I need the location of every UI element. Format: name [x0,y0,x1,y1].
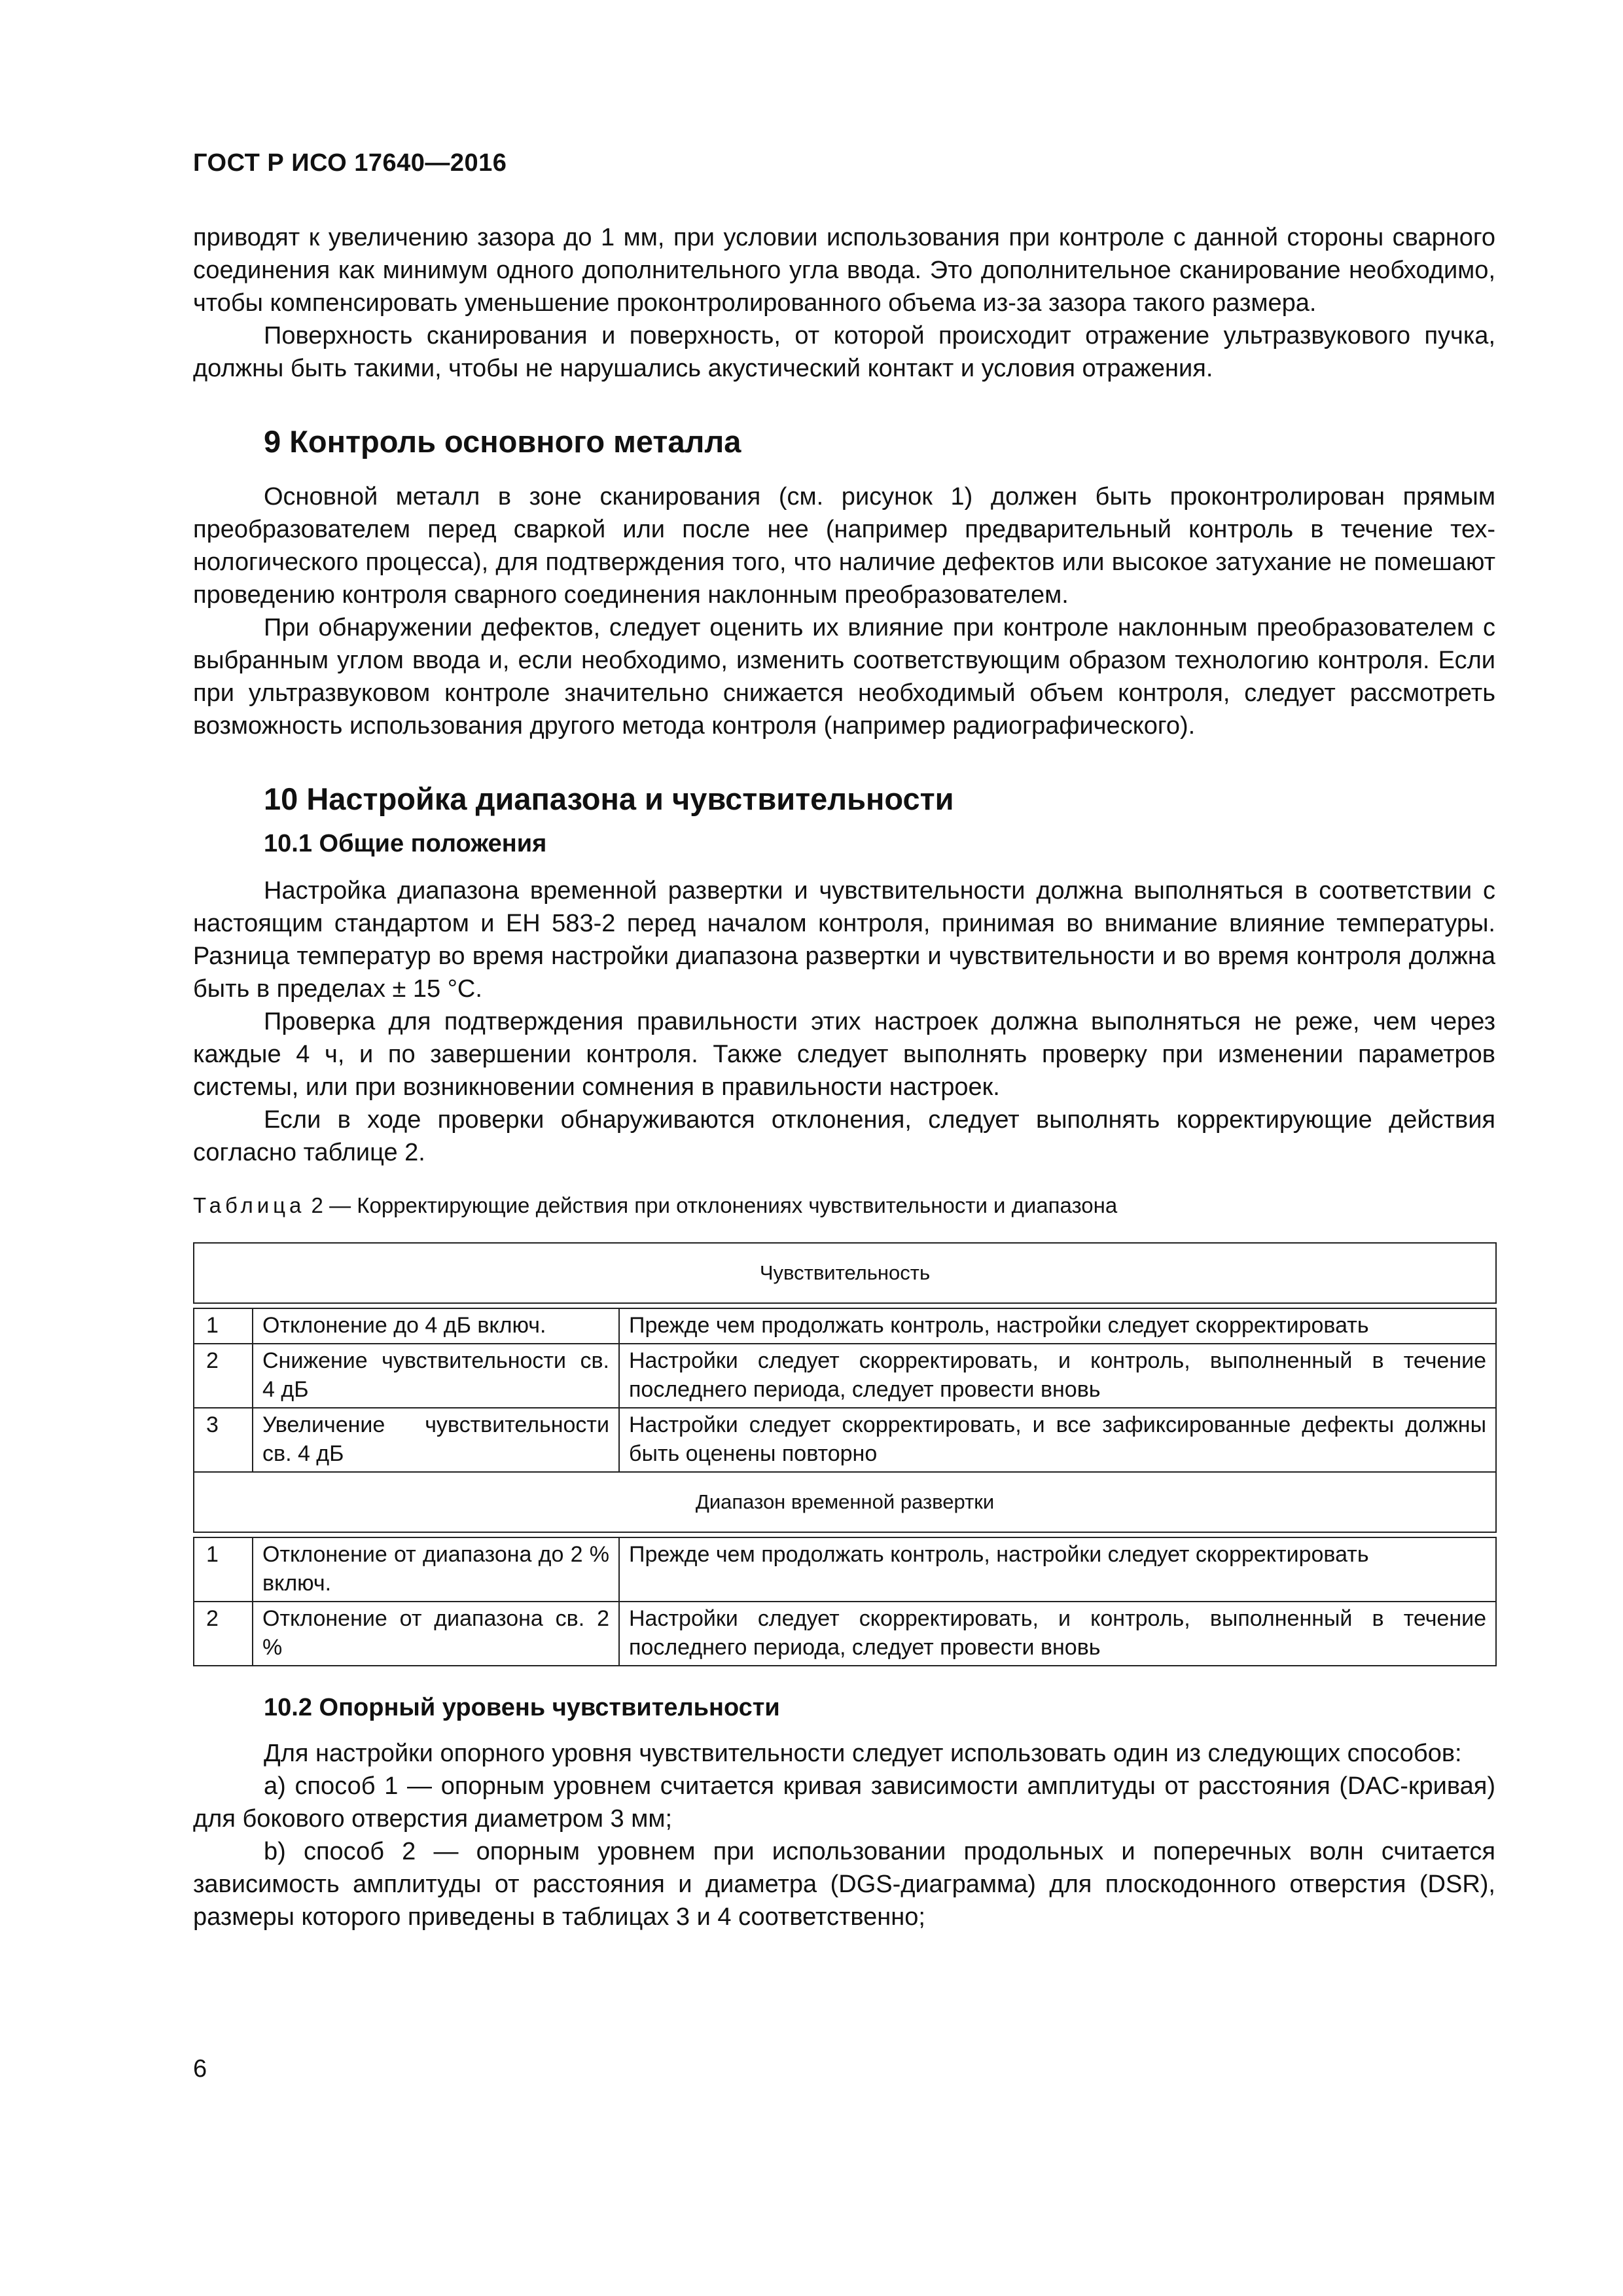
action-cell: Настройки следует скорректировать, и контроль, выполненный в течение последнего периода, следует провести вновь [619,1602,1496,1666]
table-caption-label: Таблица [193,1193,306,1217]
paragraph: приводят к увеличению зазора до 1 мм, при условии использования при контроле с данной стороны сварного соединения как минимум одного дополнительного угла ввода. Это дополнительное сканирование необходимо, чтобы компенсировать уменьшение проконтролированного объема из-за зазора такого размера. [193,224,1495,317]
table-group-header [194,1243,1496,1303]
row-number: 2 [194,1602,253,1666]
paragraph: Настройка диапазона временной развертки и чувствительности должна выполняться в соответствии с настоящим стандартом и ЕН 583-2 перед началом контроля, принимая во внимание влияние температуры. Разница температур во время настройки диапазона развертки и чувствительности и во время контроля должна быть в пределах ± 15 °С. [193,877,1495,1003]
table-row [194,1602,1496,1666]
section-9-heading: 9 Контроль основного металла [264,424,741,459]
action-cell: Прежде чем продолжать контроль, настройки следует скорректировать [619,1537,1496,1602]
table-group-header [194,1472,1496,1532]
row-number: 3 [194,1408,253,1472]
page-number: 6 [193,2055,207,2083]
group-title-sensitivity: Чувствительность [194,1243,1496,1303]
row-number: 2 [194,1344,253,1408]
deviation-cell: Увеличение чувствительности св. 4 дБ [253,1408,619,1472]
paragraph: Для настройки опорного уровня чувствительности следует использовать один из следующих способов: [264,1740,1462,1767]
table-row [194,1408,1496,1472]
table-row [194,1344,1496,1408]
list-item-a: a) способ 1 — опорным уровнем считается кривая зависимости амплитуды от расстояния (DAC-кривая) для бокового отверстия диаметром 3 мм; [193,1772,1495,1833]
page-content [193,221,1495,1933]
corrective-actions-table [193,1242,1497,1666]
table-row [194,1537,1496,1602]
paragraph: При обнаружении дефектов, следует оценить их влияние при контроле наклонным преобразователем с выбранным углом ввода и, если необходимо, изменить соответствующим образом технологию контроля. Если при ультразвуковом контроле значительно снижается необходимый объем контроля, следует рассмотреть возможность использования другого метода контроля (например радиографического). [193,614,1495,740]
deviation-cell: Отклонение от диапазона св. 2 % [253,1602,619,1666]
table-row [194,1308,1496,1344]
action-cell: Настройки следует скорректировать, и все зафиксированные дефекты должны быть оценены повторно [619,1408,1496,1472]
paragraph: Основной металл в зоне сканирования (см. рисунок 1) должен быть проконтролирован прямым преобразователем перед сваркой или после нее (например предварительный контроль в течение технологического процесса), для подтверждения того, что наличие дефектов или высокое затухание не помешают проведению контроля сварного соединения наклонным преобразователем. [193,483,1495,609]
row-number: 1 [194,1308,253,1344]
paragraph: Если в ходе проверки обнаруживаются отклонения, следует выполнять корректирующие действия согласно таблице 2. [193,1106,1495,1166]
section-10-heading: 10 Настройка диапазона и чувствительности [264,781,954,816]
deviation-cell: Снижение чувствительности св. 4 дБ [253,1344,619,1408]
deviation-cell: Отклонение до 4 дБ включ. [253,1308,619,1344]
document-header: ГОСТ Р ИСО 17640—2016 [193,149,507,177]
list-item-b: b) способ 2 — опорным уровнем при использовании продольных и поперечных волн считается зависимость амплитуды от расстояния и диаметра (DGS-диаграмма) для плоскодонного отверстия (DSR), размеры которого приведены в таблицах 3 и 4 соответственно; [193,1838,1495,1931]
deviation-cell: Отклонение от диапазона до 2 % включ. [253,1537,619,1602]
group-title-range: Диапазон временной развертки [194,1472,1496,1532]
subsection-10-2-heading: 10.2 Опорный уровень чувствительности [264,1694,780,1721]
action-cell: Настройки следует скорректировать, и контроль, выполненный в течение последнего периода, следует провести вновь [619,1344,1496,1408]
table-caption [193,1191,1495,1220]
table-caption-text: 2 — Корректирующие действия при отклонениях чувствительности и диапазона [305,1193,1118,1217]
row-number: 1 [194,1537,253,1602]
subsection-10-1-heading: 10.1 Общие положения [264,830,547,857]
paragraph: Поверхность сканирования и поверхность, от которой происходит отражение ультразвукового пучка, должны быть такими, чтобы не нарушались акустический контакт и условия отражения. [193,322,1495,382]
paragraph: Проверка для подтверждения правильности этих настроек должна выполняться не реже, чем через каждые 4 ч, и по завершении контроля. Также следует выполнять проверку при изменении параметров системы, или при возникновении сомнения в правильности настроек. [193,1008,1495,1101]
action-cell: Прежде чем продолжать контроль, настройки следует скорректировать [619,1308,1496,1344]
